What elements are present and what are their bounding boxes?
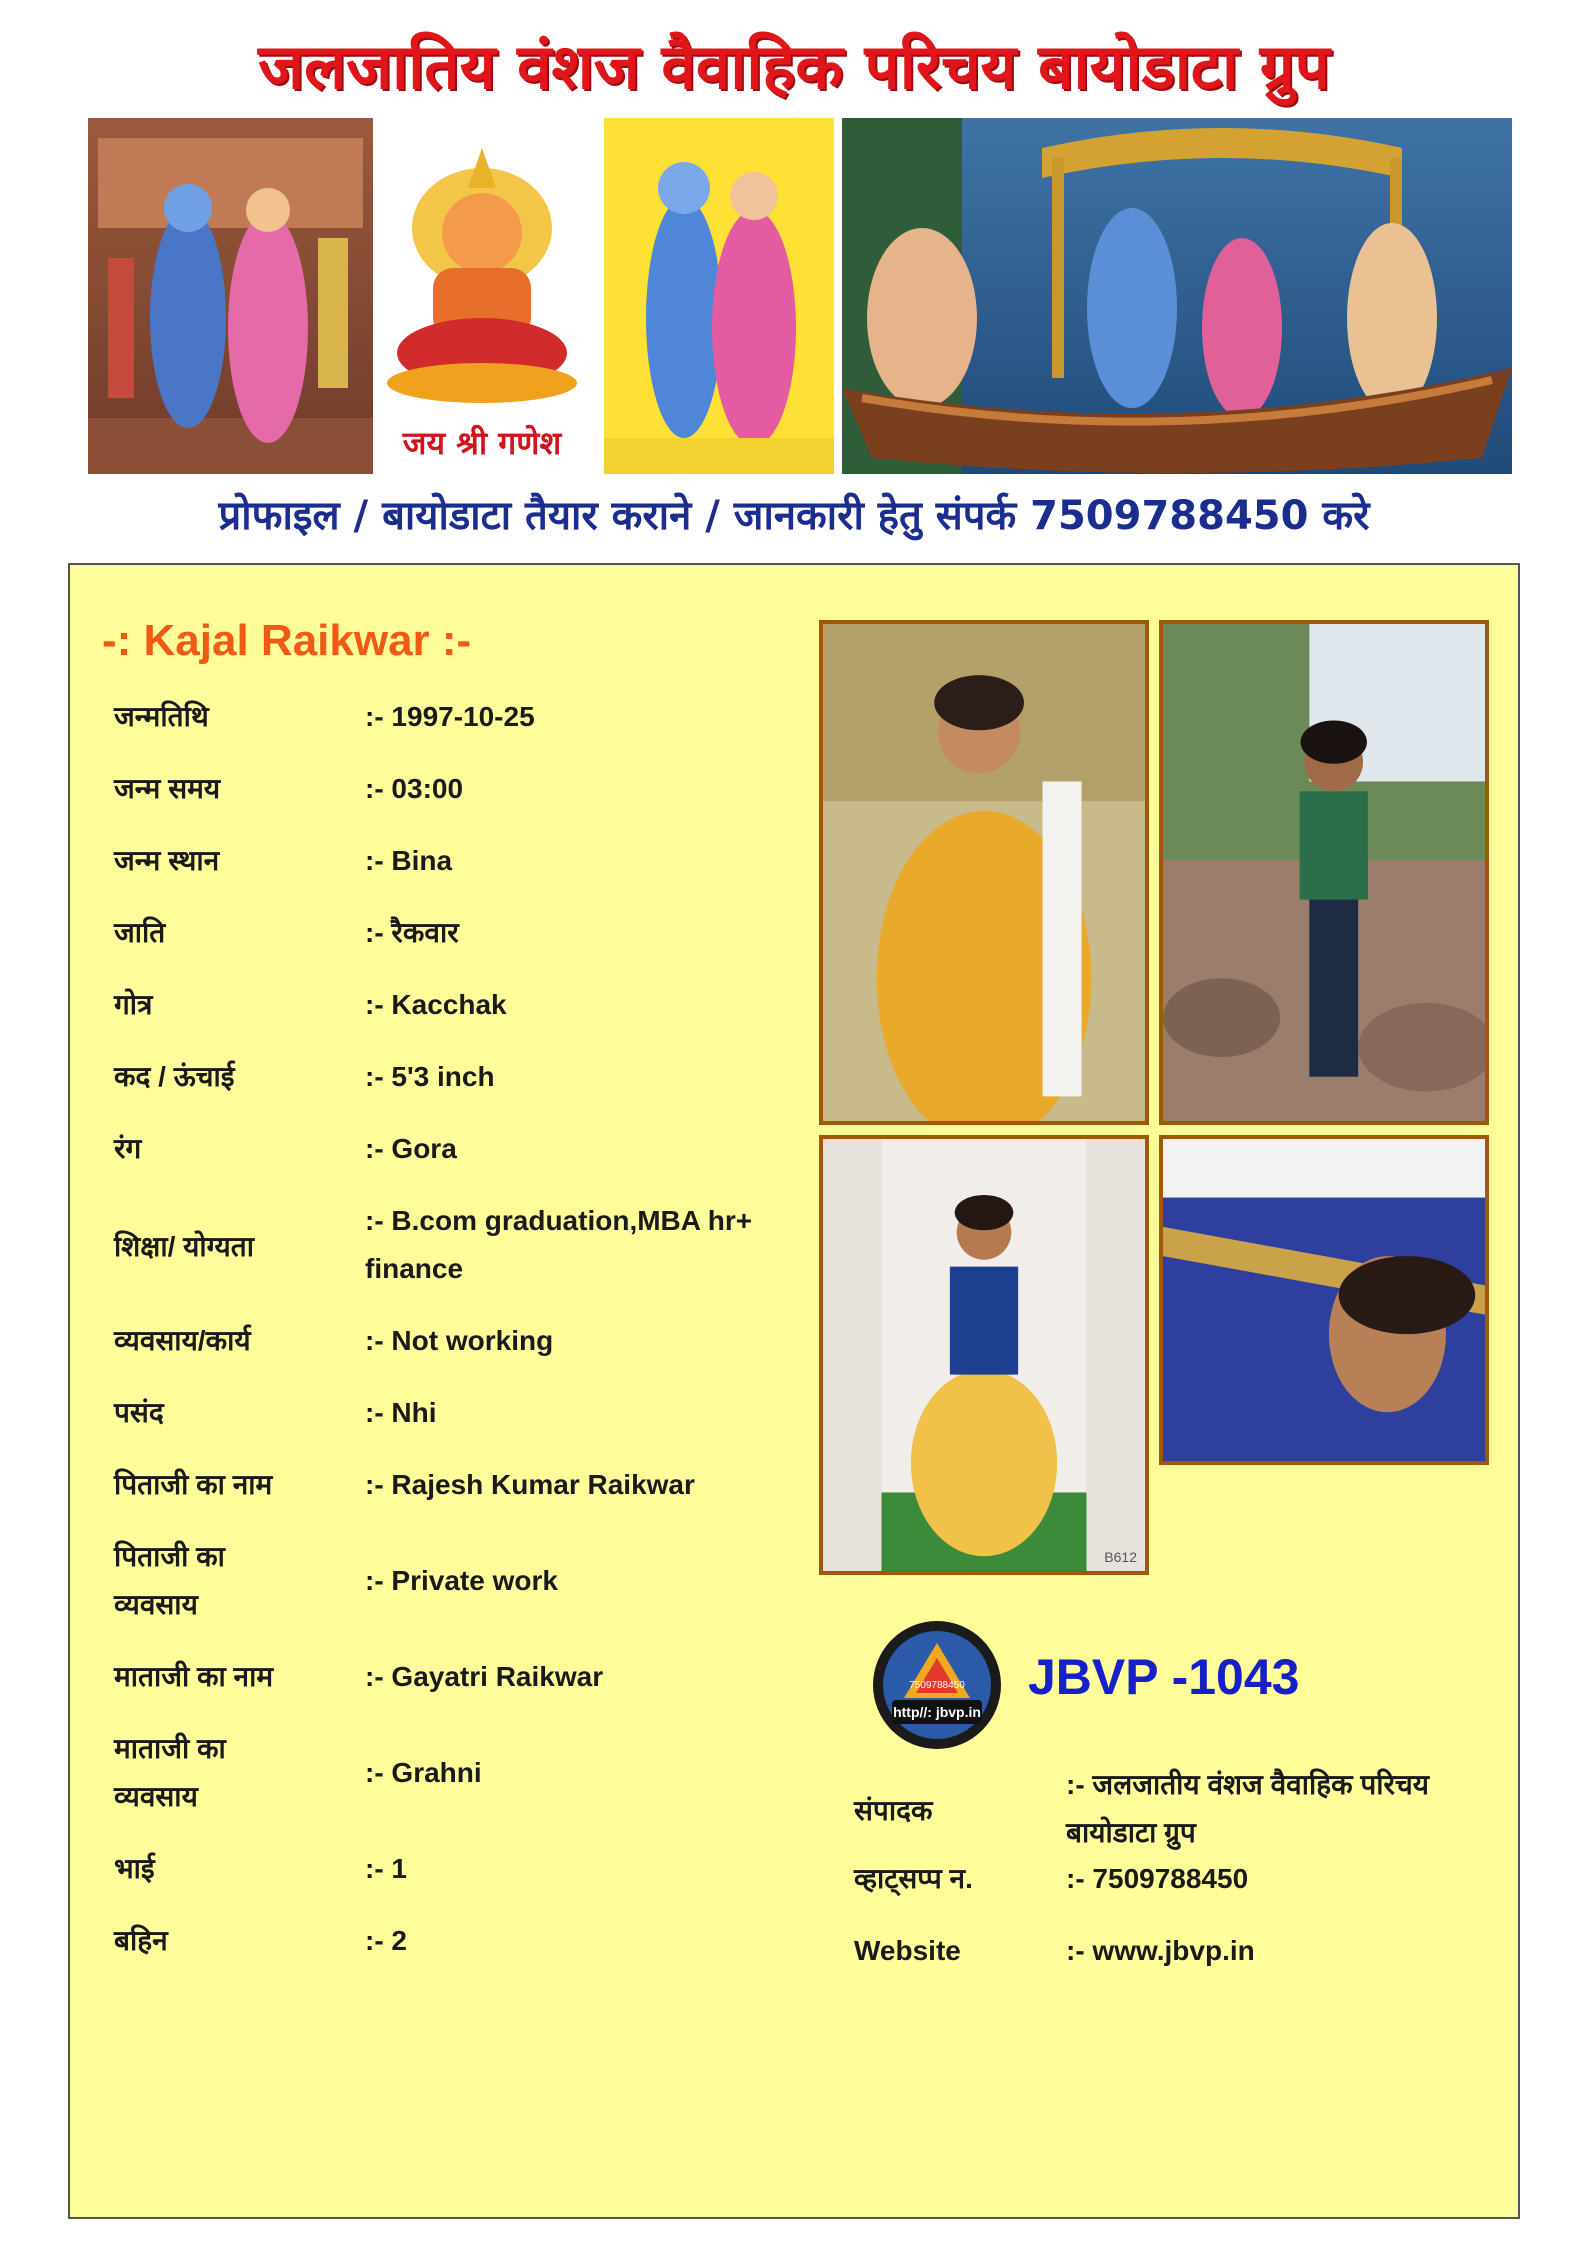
field-value-mother-name: :- Gayatri Raikwar — [365, 1661, 604, 1692]
field-value-height: :- 5'3 inch — [365, 1061, 495, 1092]
field-value-birth-place: :- Bina — [365, 845, 453, 876]
field-value-education: :- B.com graduation,MBA hr+ finance — [365, 1205, 753, 1284]
field-value-birth-time: :- 03:00 — [365, 773, 464, 804]
field-value-preference: :- Nhi — [365, 1397, 437, 1428]
field-label-mother-occupation: माताजी का व्यवसाय — [114, 1733, 226, 1812]
field-label-education: शिक्षा/ योग्यता — [114, 1231, 254, 1262]
ganesh-caption: जय श्री गणेश — [402, 424, 562, 462]
field-label-sisters: बहिन — [114, 1925, 168, 1956]
field-value-brothers: :- 1 — [365, 1853, 407, 1884]
profile-photo-3 — [819, 1135, 1149, 1575]
field-value-sisters: :- 2 — [365, 1925, 407, 1956]
editor-label: संपादक — [854, 1795, 933, 1826]
field-label-dob: जन्मतिथि — [114, 701, 209, 732]
banner-ganesh-image — [373, 118, 591, 474]
banner-ram-sita-image — [604, 118, 834, 474]
field-label-brothers: भाई — [114, 1853, 155, 1884]
field-label-complexion: रंग — [114, 1133, 142, 1164]
whatsapp-label: व्हाट्सप्प न. — [854, 1863, 973, 1894]
field-value-father-name: :- Rajesh Kumar Raikwar — [365, 1469, 695, 1500]
field-label-preference: पसंद — [114, 1397, 164, 1428]
field-value-father-occupation: :- Private work — [365, 1565, 558, 1596]
field-label-birth-place: जन्म स्थान — [114, 845, 220, 876]
profile-card — [68, 563, 1520, 2219]
field-value-caste: :- रैकवार — [365, 917, 459, 948]
page-title: जलजातिय वंशज वैवाहिक परिचय बायोडाटा ग्रुप — [258, 30, 1330, 103]
profile-name: -: Kajal Raikwar :- — [102, 616, 472, 665]
field-label-caste: जाति — [114, 917, 166, 948]
website-label: Website — [854, 1935, 961, 1966]
whatsapp-value: :- 7509788450 — [1066, 1863, 1249, 1894]
jbvp-logo — [870, 1618, 1004, 1752]
field-label-gotra: गोत्र — [114, 989, 153, 1020]
field-value-mother-occupation: :- Grahni — [365, 1757, 482, 1788]
photo-watermark: B612 — [1104, 1549, 1137, 1565]
profile-photo-1 — [819, 620, 1149, 1125]
field-value-gotra: :- Kacchak — [365, 989, 507, 1020]
field-label-father-occupation: पिताजी का व्यवसाय — [114, 1541, 225, 1620]
field-value-occupation: :- Not working — [365, 1325, 554, 1356]
field-value-complexion: :- Gora — [365, 1133, 457, 1164]
header-banner — [88, 118, 1512, 474]
website-link[interactable]: :- www.jbvp.in — [1066, 1935, 1255, 1966]
field-label-mother-name: माताजी का नाम — [114, 1661, 274, 1692]
field-label-birth-time: जन्म समय — [114, 773, 221, 804]
profile-photo-4 — [1159, 1135, 1489, 1465]
banner-wedding-image — [88, 118, 373, 474]
field-value-dob: :- 1997-10-25 — [365, 701, 535, 732]
field-label-occupation: व्यवसाय/कार्य — [114, 1325, 251, 1356]
editor-value: :- जलजातीय वंशज वैवाहिक परिचय बायोडाटा ग्रुप — [1066, 1769, 1430, 1848]
logo-text: http//: jbvp.in — [893, 1704, 981, 1720]
contact-line: प्रोफाइल / बायोडाटा तैयार कराने / जानकारी हेतु संपर्क 7509788450 करे — [218, 493, 1370, 539]
registration-id: JBVP -1043 — [1028, 1649, 1300, 1705]
logo-number: 7509788450 — [909, 1680, 965, 1691]
field-label-height: कद / ऊंचाई — [114, 1061, 235, 1092]
profile-photo-2 — [1159, 620, 1489, 1125]
field-label-father-name: पिताजी का नाम — [114, 1469, 273, 1500]
banner-boat-image — [842, 118, 1512, 474]
